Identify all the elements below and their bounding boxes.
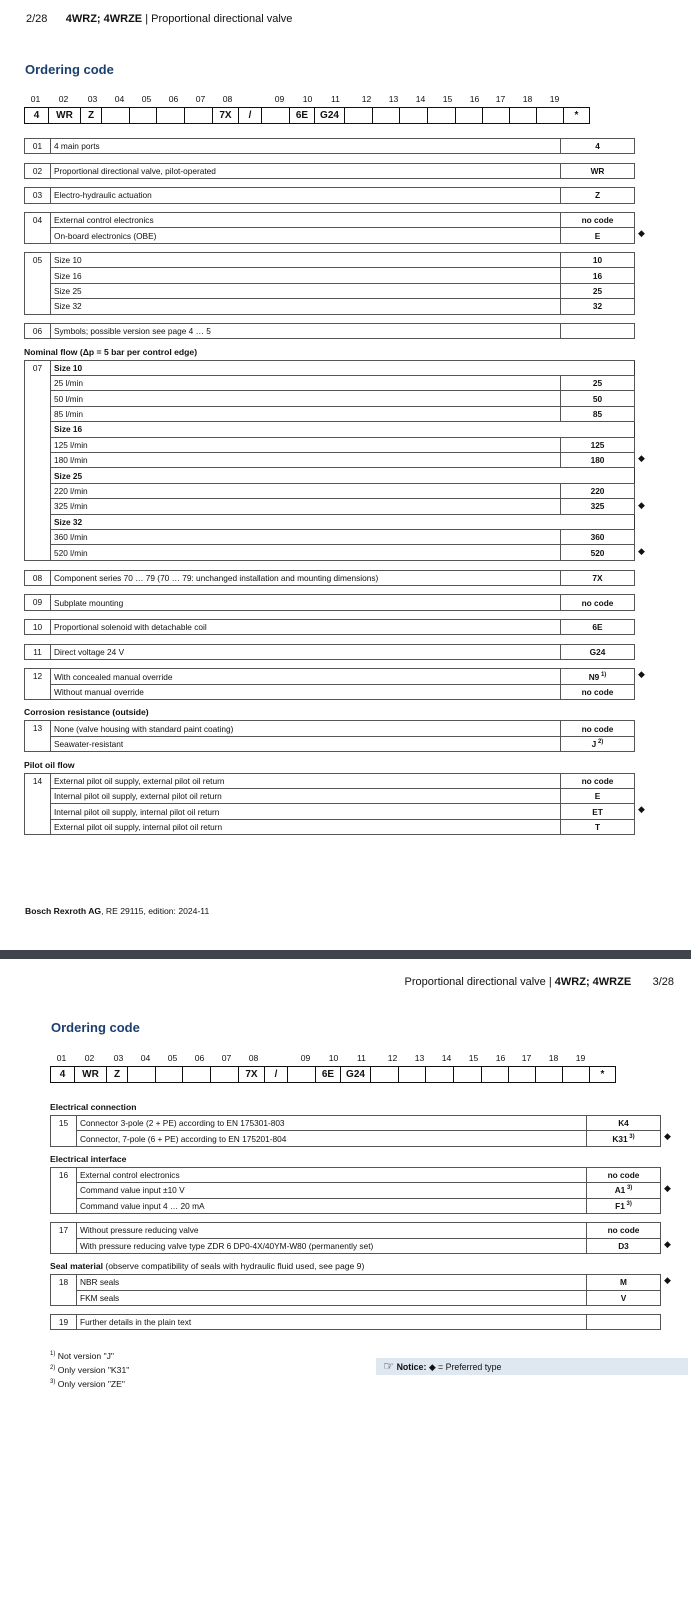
code-box bbox=[128, 1067, 156, 1082]
code-box bbox=[288, 1067, 316, 1082]
option-description: None (valve housing with standard paint coating) bbox=[51, 721, 561, 736]
option-description: Component series 70 … 79 (70 … 79: unchanged installation and mounting dimensions) bbox=[51, 570, 561, 585]
code-box bbox=[185, 108, 213, 123]
option-description: With concealed manual override bbox=[51, 669, 561, 684]
option-description: 125 l/min bbox=[51, 437, 561, 452]
position-number: 03 bbox=[25, 188, 51, 203]
ordering-code-title: Ordering code bbox=[51, 1020, 140, 1035]
position-number: 11 bbox=[331, 94, 340, 104]
option-code: 25 bbox=[561, 376, 635, 391]
option-row bbox=[25, 529, 635, 544]
option-description: External pilot oil supply, internal pilot oil return bbox=[51, 819, 561, 834]
preferred-type-icon: ◆ bbox=[638, 228, 645, 239]
page-header: 2/28 4WRZ; 4WRZE | Proportional directional valve bbox=[26, 13, 293, 25]
position-number: 15 bbox=[468, 1053, 479, 1063]
option-code: no code bbox=[561, 595, 635, 610]
footnote: $^{2)}$ Only version "K31" bbox=[50, 1365, 130, 1375]
position-number: 01 bbox=[25, 139, 51, 154]
option-row bbox=[25, 228, 635, 243]
option-row bbox=[25, 188, 635, 203]
option-row bbox=[25, 406, 635, 421]
option-code: 220 bbox=[561, 483, 635, 498]
option-group-02 bbox=[24, 163, 634, 179]
position-number: 18 bbox=[548, 1053, 559, 1063]
code-box: * bbox=[600, 1069, 605, 1080]
position-number: 01 bbox=[56, 1053, 67, 1063]
option-row bbox=[25, 139, 635, 154]
code-box: 4 bbox=[25, 108, 49, 123]
code-box: 6E bbox=[316, 1067, 341, 1082]
option-code: 180 bbox=[561, 453, 635, 468]
option-row bbox=[25, 268, 635, 283]
option-group-19 bbox=[50, 1314, 660, 1330]
option-code: ET bbox=[561, 804, 635, 819]
pointing-hand-icon: ☞ bbox=[383, 1359, 395, 1373]
option-description: Size 25 bbox=[51, 468, 635, 483]
code-box bbox=[156, 1067, 183, 1082]
option-group-08 bbox=[24, 570, 634, 586]
option-description: Command value input ±10 V bbox=[77, 1183, 587, 1198]
position-number: 05 bbox=[25, 253, 51, 315]
option-row bbox=[25, 253, 635, 268]
group-label: Nominal flow (Δp = 5 bar per control edge) bbox=[24, 346, 198, 357]
position-number: 04 bbox=[114, 94, 125, 104]
option-code: M bbox=[587, 1275, 661, 1290]
position-number: 13 bbox=[388, 94, 399, 104]
option-code: 125 bbox=[561, 437, 635, 452]
page-3 bbox=[0, 959, 691, 1600]
option-group-11 bbox=[24, 644, 634, 660]
product-description: Proportional directional valve bbox=[151, 13, 293, 25]
option-row bbox=[25, 212, 635, 227]
option-row bbox=[25, 514, 635, 529]
option-code: J $^{2)}$ bbox=[561, 736, 635, 751]
option-description: 360 l/min bbox=[51, 529, 561, 544]
option-row bbox=[25, 453, 635, 468]
preferred-type-icon: ◆ bbox=[638, 453, 645, 464]
option-row bbox=[51, 1315, 661, 1330]
option-description: Size 32 bbox=[51, 514, 635, 529]
code-box bbox=[262, 108, 290, 123]
option-description: Size 16 bbox=[51, 422, 635, 437]
code-box: 6E bbox=[290, 108, 315, 123]
code-box bbox=[483, 108, 510, 123]
position-number: 15 bbox=[442, 94, 453, 104]
position-number: 04 bbox=[25, 212, 51, 243]
option-description: Without pressure reducing valve bbox=[77, 1223, 587, 1238]
ordering-code-title: Ordering code bbox=[25, 62, 114, 77]
position-number: 16 bbox=[495, 1053, 506, 1063]
option-row bbox=[51, 1223, 661, 1238]
option-code: K4 bbox=[587, 1116, 661, 1131]
code-box bbox=[510, 108, 537, 123]
position-number: 17 bbox=[521, 1053, 532, 1063]
position-number: 02 bbox=[25, 163, 51, 178]
code-box: 4 bbox=[51, 1067, 75, 1082]
option-description: NBR seals bbox=[77, 1275, 587, 1290]
option-row bbox=[25, 644, 635, 659]
option-row bbox=[25, 391, 635, 406]
option-group-15 bbox=[50, 1115, 660, 1147]
option-description: Proportional directional valve, pilot-operated bbox=[51, 163, 561, 178]
notice-box: ☞ Notice: ◆ = Preferred type bbox=[376, 1358, 688, 1375]
option-description: With pressure reducing valve type ZDR 6 DP0-4X/40YM-W80 (permanently set) bbox=[77, 1238, 587, 1253]
option-row bbox=[25, 570, 635, 585]
footnote: $^{1)}$ Not version "J" bbox=[50, 1351, 114, 1361]
option-description: External pilot oil supply, external pilot oil return bbox=[51, 773, 561, 788]
position-number: 06 bbox=[194, 1053, 205, 1063]
footnote: $^{3)}$ Only version "ZE" bbox=[50, 1379, 125, 1389]
option-row bbox=[51, 1116, 661, 1131]
code-box bbox=[130, 108, 157, 123]
option-code: E bbox=[561, 228, 635, 243]
position-number: 09 bbox=[25, 595, 51, 610]
option-description: FKM seals bbox=[77, 1290, 587, 1305]
page-number: 3/28 bbox=[652, 976, 674, 988]
position-number: 02 bbox=[84, 1053, 95, 1063]
option-code: Z bbox=[561, 188, 635, 203]
position-number: 09 bbox=[274, 94, 285, 104]
option-code: V bbox=[587, 1290, 661, 1305]
code-box: G24 bbox=[341, 1067, 371, 1082]
option-row bbox=[25, 684, 635, 699]
position-number: 07 bbox=[221, 1053, 232, 1063]
option-row bbox=[51, 1198, 661, 1213]
position-number: 10 bbox=[25, 620, 51, 635]
option-description: Without manual override bbox=[51, 684, 561, 699]
position-number: 18 bbox=[51, 1275, 77, 1306]
position-number: 16 bbox=[51, 1167, 77, 1213]
position-number: 12 bbox=[361, 94, 372, 104]
position-number: 09 bbox=[300, 1053, 311, 1063]
option-code: K31 $^{3)}$ bbox=[587, 1131, 661, 1146]
option-group-14 bbox=[24, 773, 634, 836]
option-group-03 bbox=[24, 187, 634, 203]
option-code bbox=[561, 324, 635, 339]
option-description: 520 l/min bbox=[51, 545, 561, 560]
position-number: 07 bbox=[25, 360, 51, 560]
code-box: G24 bbox=[315, 108, 345, 123]
position-number: 02 bbox=[58, 94, 69, 104]
code-box bbox=[371, 1067, 399, 1082]
option-row bbox=[25, 483, 635, 498]
page-number: 2/28 bbox=[26, 13, 48, 25]
preferred-type-icon: ◆ bbox=[664, 1131, 671, 1142]
option-row bbox=[25, 299, 635, 314]
option-description: 25 l/min bbox=[51, 376, 561, 391]
option-row bbox=[25, 736, 635, 751]
option-code: 520 bbox=[561, 545, 635, 560]
code-box: Z bbox=[81, 108, 102, 123]
code-box bbox=[399, 1067, 426, 1082]
position-number: 17 bbox=[495, 94, 506, 104]
position-number: 06 bbox=[25, 324, 51, 339]
option-description: Direct voltage 24 V bbox=[51, 644, 561, 659]
option-row bbox=[25, 773, 635, 788]
option-description: Internal pilot oil supply, internal pilot oil return bbox=[51, 804, 561, 819]
option-description: Internal pilot oil supply, external pilot oil return bbox=[51, 788, 561, 803]
option-row bbox=[25, 804, 635, 819]
code-box bbox=[345, 108, 373, 123]
option-row bbox=[25, 422, 635, 437]
group-label: Electrical connection bbox=[50, 1102, 137, 1112]
position-number: 04 bbox=[140, 1053, 151, 1063]
option-row bbox=[25, 669, 635, 684]
preferred-type-icon: ◆ bbox=[664, 1183, 671, 1194]
code-box: 7X bbox=[213, 108, 239, 123]
option-row bbox=[25, 468, 635, 483]
option-row bbox=[25, 620, 635, 635]
option-code: G24 bbox=[561, 644, 635, 659]
position-number: 19 bbox=[51, 1315, 77, 1330]
option-code: E bbox=[561, 788, 635, 803]
option-code: 10 bbox=[561, 253, 635, 268]
option-description: External control electronics bbox=[77, 1167, 587, 1182]
preferred-type-icon: ◆ bbox=[664, 1238, 671, 1249]
code-box bbox=[454, 1067, 482, 1082]
code-box bbox=[157, 108, 185, 123]
position-number: 01 bbox=[30, 94, 41, 104]
page-header: Proportional directional valve | 4WRZ; 4WRZE 3/28 bbox=[404, 976, 674, 988]
option-description: Electro-hydraulic actuation bbox=[51, 188, 561, 203]
option-description: Subplate mounting bbox=[51, 595, 561, 610]
position-number: 13 bbox=[25, 721, 51, 752]
option-code: no code bbox=[561, 721, 635, 736]
position-number: 05 bbox=[141, 94, 152, 104]
option-description: Size 25 bbox=[51, 283, 561, 298]
code-box: WR bbox=[49, 108, 81, 123]
option-code: WR bbox=[561, 163, 635, 178]
position-number: 15 bbox=[51, 1116, 77, 1147]
group-label: Electrical interface bbox=[50, 1153, 127, 1164]
option-row bbox=[25, 499, 635, 514]
option-code: T bbox=[561, 819, 635, 834]
position-number: 05 bbox=[167, 1053, 178, 1063]
option-code: 32 bbox=[561, 299, 635, 314]
option-description: Size 10 bbox=[51, 253, 561, 268]
option-group-16 bbox=[50, 1167, 660, 1214]
group-label: Corrosion resistance (outside) bbox=[24, 707, 149, 718]
code-box bbox=[102, 108, 130, 123]
option-description: Proportional solenoid with detachable coil bbox=[51, 620, 561, 635]
code-box bbox=[373, 108, 400, 123]
position-number: 12 bbox=[387, 1053, 398, 1063]
position-number: 11 bbox=[357, 1053, 366, 1063]
code-box bbox=[428, 108, 456, 123]
option-row bbox=[25, 163, 635, 178]
option-code: no code bbox=[561, 212, 635, 227]
position-number: 18 bbox=[522, 94, 533, 104]
code-box: WR bbox=[75, 1067, 107, 1082]
option-code: A1 $^{3)}$ bbox=[587, 1183, 661, 1198]
code-box bbox=[536, 1067, 563, 1082]
option-description: Command value input 4 … 20 mA bbox=[77, 1198, 587, 1213]
position-number: 08 bbox=[222, 94, 233, 104]
option-row bbox=[51, 1275, 661, 1290]
option-row bbox=[25, 595, 635, 610]
option-code bbox=[587, 1315, 661, 1330]
option-description: 85 l/min bbox=[51, 406, 561, 421]
option-description: 325 l/min bbox=[51, 499, 561, 514]
position-number: 14 bbox=[25, 773, 51, 835]
option-code: 7X bbox=[561, 570, 635, 585]
option-code: 360 bbox=[561, 529, 635, 544]
position-number: 19 bbox=[575, 1053, 586, 1063]
position-number: 06 bbox=[168, 94, 179, 104]
option-group-05 bbox=[24, 252, 634, 315]
option-row bbox=[25, 360, 635, 375]
position-number: 11 bbox=[25, 644, 51, 659]
ordering-code-boxes bbox=[24, 107, 590, 124]
code-box bbox=[563, 1067, 590, 1082]
option-description: Further details in the plain text bbox=[77, 1315, 587, 1330]
option-row bbox=[25, 437, 635, 452]
option-row bbox=[51, 1238, 661, 1253]
option-description: On-board electronics (OBE) bbox=[51, 228, 561, 243]
option-code: D3 bbox=[587, 1238, 661, 1253]
ordering-code-boxes bbox=[50, 1066, 616, 1083]
option-code: no code bbox=[561, 684, 635, 699]
page-footer: Bosch Rexroth AG, RE 29115, edition: 2024-11 bbox=[25, 906, 210, 916]
option-row bbox=[25, 324, 635, 339]
code-box: Z bbox=[107, 1067, 128, 1082]
product-description: Proportional directional valve bbox=[404, 976, 546, 988]
option-row bbox=[51, 1183, 661, 1198]
option-row bbox=[51, 1131, 661, 1146]
option-code: 6E bbox=[561, 620, 635, 635]
option-description: 220 l/min bbox=[51, 483, 561, 498]
code-box: * bbox=[574, 110, 579, 121]
option-group-18 bbox=[50, 1274, 660, 1306]
option-row bbox=[25, 283, 635, 298]
option-code: 25 bbox=[561, 283, 635, 298]
option-group-04 bbox=[24, 212, 634, 244]
option-code: 85 bbox=[561, 406, 635, 421]
position-number: 19 bbox=[549, 94, 560, 104]
option-code: N9 $^{1)}$ bbox=[561, 669, 635, 684]
option-description: 4 main ports bbox=[51, 139, 561, 154]
code-box bbox=[183, 1067, 211, 1082]
position-number: 14 bbox=[415, 94, 426, 104]
option-description: Connector 3-pole (2 + PE) according to EN 175301-803 bbox=[77, 1116, 587, 1131]
code-box bbox=[211, 1067, 239, 1082]
position-number: 17 bbox=[51, 1223, 77, 1254]
option-row bbox=[25, 721, 635, 736]
position-number: 08 bbox=[25, 570, 51, 585]
group-label: Pilot oil flow bbox=[24, 759, 75, 770]
position-number: 03 bbox=[87, 94, 98, 104]
option-description: Size 10 bbox=[51, 360, 635, 375]
option-code: 4 bbox=[561, 139, 635, 154]
position-number: 08 bbox=[248, 1053, 259, 1063]
option-description: Symbols; possible version see page 4 … 5 bbox=[51, 324, 561, 339]
option-group-01 bbox=[24, 138, 634, 154]
option-description: Connector, 7-pole (6 + PE) according to EN 175201-804 bbox=[77, 1131, 587, 1146]
code-box bbox=[482, 1067, 509, 1082]
option-code: no code bbox=[561, 773, 635, 788]
option-row bbox=[25, 819, 635, 834]
option-row bbox=[51, 1290, 661, 1305]
code-box: / bbox=[239, 108, 262, 123]
option-code: no code bbox=[587, 1167, 661, 1182]
code-box: 7X bbox=[239, 1067, 265, 1082]
preferred-type-icon: ◆ bbox=[638, 499, 645, 510]
code-box bbox=[509, 1067, 536, 1082]
option-code: no code bbox=[587, 1223, 661, 1238]
option-description: Size 16 bbox=[51, 268, 561, 283]
code-box: / bbox=[265, 1067, 288, 1082]
option-code: 50 bbox=[561, 391, 635, 406]
position-number: 16 bbox=[469, 94, 480, 104]
position-number: 14 bbox=[441, 1053, 452, 1063]
option-row bbox=[51, 1167, 661, 1182]
code-box bbox=[426, 1067, 454, 1082]
option-group-13 bbox=[24, 720, 634, 752]
option-group-07 bbox=[24, 360, 634, 561]
option-description: External control electronics bbox=[51, 212, 561, 227]
option-row bbox=[25, 788, 635, 803]
option-description: 50 l/min bbox=[51, 391, 561, 406]
option-group-12 bbox=[24, 668, 634, 700]
option-code: 16 bbox=[561, 268, 635, 283]
position-number: 13 bbox=[414, 1053, 425, 1063]
option-description: Size 32 bbox=[51, 299, 561, 314]
option-group-09 bbox=[24, 594, 634, 610]
product-name: 4WRZ; 4WRZE bbox=[554, 976, 632, 988]
option-code: F1 $^{3)}$ bbox=[587, 1198, 661, 1213]
option-code: 325 bbox=[561, 499, 635, 514]
option-row bbox=[25, 376, 635, 391]
product-name: 4WRZ; 4WRZE bbox=[65, 13, 143, 25]
code-box bbox=[456, 108, 483, 123]
option-description: Seawater-resistant bbox=[51, 736, 561, 751]
position-number: 12 bbox=[25, 669, 51, 700]
preferred-type-icon: ◆ bbox=[638, 546, 645, 557]
option-group-10 bbox=[24, 619, 634, 635]
position-number: 03 bbox=[113, 1053, 124, 1063]
preferred-type-icon: ◆ bbox=[638, 804, 645, 815]
position-number: 10 bbox=[302, 94, 313, 104]
option-description: 180 l/min bbox=[51, 453, 561, 468]
code-box bbox=[400, 108, 428, 123]
group-label: Seal material (observe compatibility of seals with hydraulic fluid used, see page 9) bbox=[50, 1261, 365, 1272]
position-number: 10 bbox=[328, 1053, 339, 1063]
page-separator bbox=[0, 950, 691, 959]
preferred-type-icon: ◆ bbox=[638, 669, 645, 680]
option-group-17 bbox=[50, 1222, 660, 1254]
code-box bbox=[537, 108, 564, 123]
preferred-type-icon: ◆ bbox=[664, 1275, 671, 1286]
option-group-06 bbox=[24, 323, 634, 339]
option-row bbox=[25, 545, 635, 560]
position-number: 07 bbox=[195, 94, 206, 104]
